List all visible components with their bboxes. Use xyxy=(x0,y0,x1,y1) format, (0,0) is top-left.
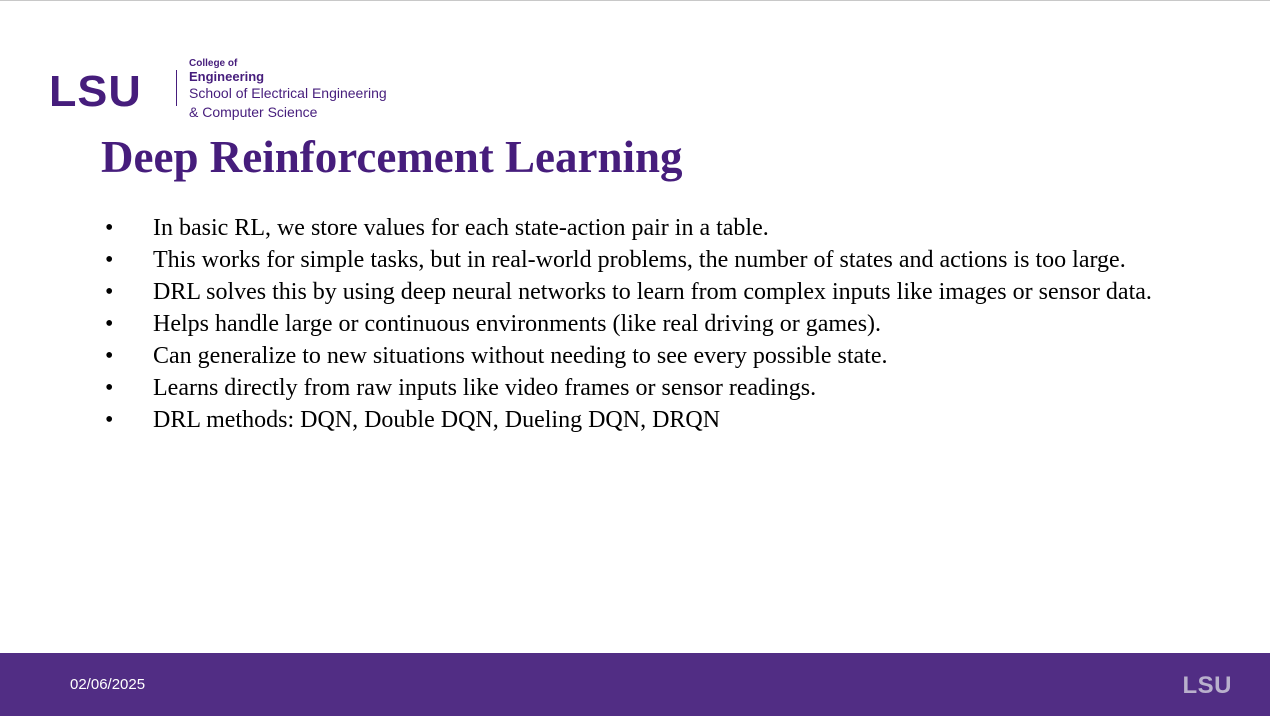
logo-computer-science: & Computer Science xyxy=(189,104,318,120)
bullet-item xyxy=(105,340,1215,372)
logo-text xyxy=(189,58,387,122)
bullet-item xyxy=(105,244,1215,276)
lsu-logo-mark: LSU xyxy=(49,67,142,116)
bullet-text: DRL methods: DQN, Double DQN, Dueling DQN, DRQN xyxy=(153,407,721,433)
bullet-icon: • xyxy=(105,311,114,337)
footer-lsu-logo: LSU xyxy=(1182,672,1232,699)
logo-school: School of Electrical Engineering xyxy=(189,85,387,101)
bullet-item xyxy=(105,372,1215,404)
logo-engineering: Engineering xyxy=(189,69,265,84)
bullet-text: This works for simple tasks, but in real-world problems, the number of states and actions is too large. xyxy=(153,247,1126,273)
bullet-icon: • xyxy=(105,215,114,241)
slide-title: Deep Reinforcement Learning xyxy=(101,132,683,182)
logo-college-of: College of xyxy=(189,58,238,69)
bullet-text: Helps handle large or continuous environments (like real driving or games). xyxy=(153,311,882,337)
bullet-icon: • xyxy=(105,279,114,305)
logo-divider xyxy=(176,70,177,106)
bullet-text: In basic RL, we store values for each state-action pair in a table. xyxy=(153,215,769,241)
bullet-item xyxy=(105,308,1215,340)
bullet-text: Learns directly from raw inputs like video frames or sensor readings. xyxy=(153,375,817,401)
bullet-item xyxy=(105,212,1215,244)
bullet-list xyxy=(105,212,1215,436)
bullet-item xyxy=(105,404,1215,436)
footer-date: 02/06/2025 xyxy=(70,676,146,693)
lsu-engineering-logo xyxy=(49,58,429,124)
bullet-icon: • xyxy=(105,343,114,369)
bullet-icon: • xyxy=(105,407,114,433)
bullet-icon: • xyxy=(105,375,114,401)
bullet-text: Can generalize to new situations without needing to see every possible state. xyxy=(153,343,888,369)
bullet-text: DRL solves this by using deep neural networks to learn from complex inputs like images or sensor data. xyxy=(153,279,1152,305)
bullet-icon: • xyxy=(105,247,114,273)
bullet-item xyxy=(105,276,1215,308)
top-border xyxy=(0,0,1270,1)
footer-bar xyxy=(0,653,1270,716)
